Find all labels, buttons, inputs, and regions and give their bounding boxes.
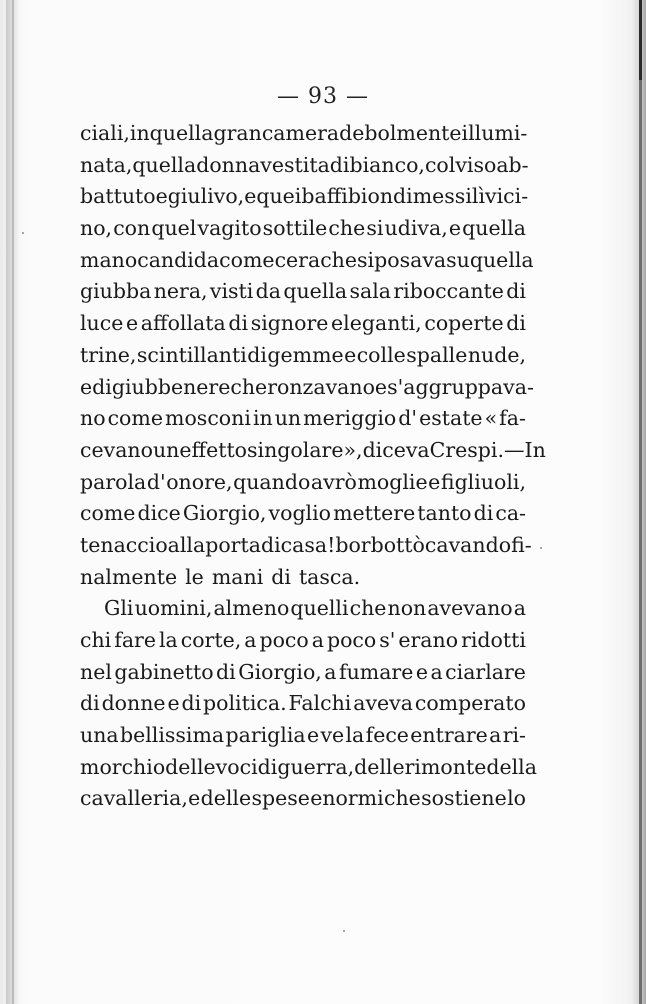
page-edge-line-dark xyxy=(639,0,642,80)
text-line: una bellissima pariglia e ve la fece entrare a ri- xyxy=(80,723,526,748)
text-line: nalmente le mani di tasca. xyxy=(80,564,361,589)
text-line: morchio delle voci di guerra, delle rimonte della xyxy=(80,754,537,779)
text-line: ciali, in quella gran camera debolmente illumi- xyxy=(80,121,528,145)
text-line: trine, scintillanti di gemme e colle spalle nude, xyxy=(80,342,526,367)
paper-speck xyxy=(343,930,345,932)
text-line: cavalleria, e delle spese enormi che sostiene lo xyxy=(80,786,526,811)
text-line: giubba nera, visti da quella sala riboccante di xyxy=(80,279,526,304)
page-binding-edge xyxy=(12,0,14,1004)
text-line: no, con quel vagito sottile che si udiva, e quella xyxy=(80,216,526,241)
paper-speck xyxy=(540,547,542,549)
text-line: luce e affollata di signore eleganti, coperte di xyxy=(80,311,526,336)
text-line: nel gabinetto di Giorgio, a fumare e a ciarlare xyxy=(80,659,526,684)
text-line: tenaccio alla porta di casa! borbottò cavando fi- xyxy=(80,532,532,557)
body-text xyxy=(80,118,546,815)
paper-speck xyxy=(22,232,24,234)
text-line: cevano un effetto singolare », diceva Crespi. — In xyxy=(80,437,546,462)
text-line: parola d' onore, quando avrò moglie e figliuoli, xyxy=(80,469,526,494)
page-number: — 93 — xyxy=(277,84,369,109)
text-line: e di giubbe nere che ronzavano e s' aggruppava- xyxy=(80,374,534,399)
text-line: Gli uomini, almeno quelli che non avevano a xyxy=(104,596,526,621)
text-line: mano candida come cera che si posava su quella xyxy=(80,247,534,272)
page-edge-line xyxy=(639,0,642,1004)
text-line: no come mosconi in un meriggio d' estate « fa- xyxy=(80,406,526,431)
text-line: nata, quella donna vestita di bianco, col viso ab- xyxy=(80,152,529,177)
text-line: chi fare la corte, a poco a poco s' erano ridotti xyxy=(80,628,526,652)
text-line: come dice Giorgio, voglio mettere tanto di ca- xyxy=(80,501,526,526)
text-line: battuto e giulivo, e quei baffi biondi messi lì vici- xyxy=(80,184,529,209)
text-line: di donne e di politica. Falchi aveva comperato xyxy=(80,691,526,716)
